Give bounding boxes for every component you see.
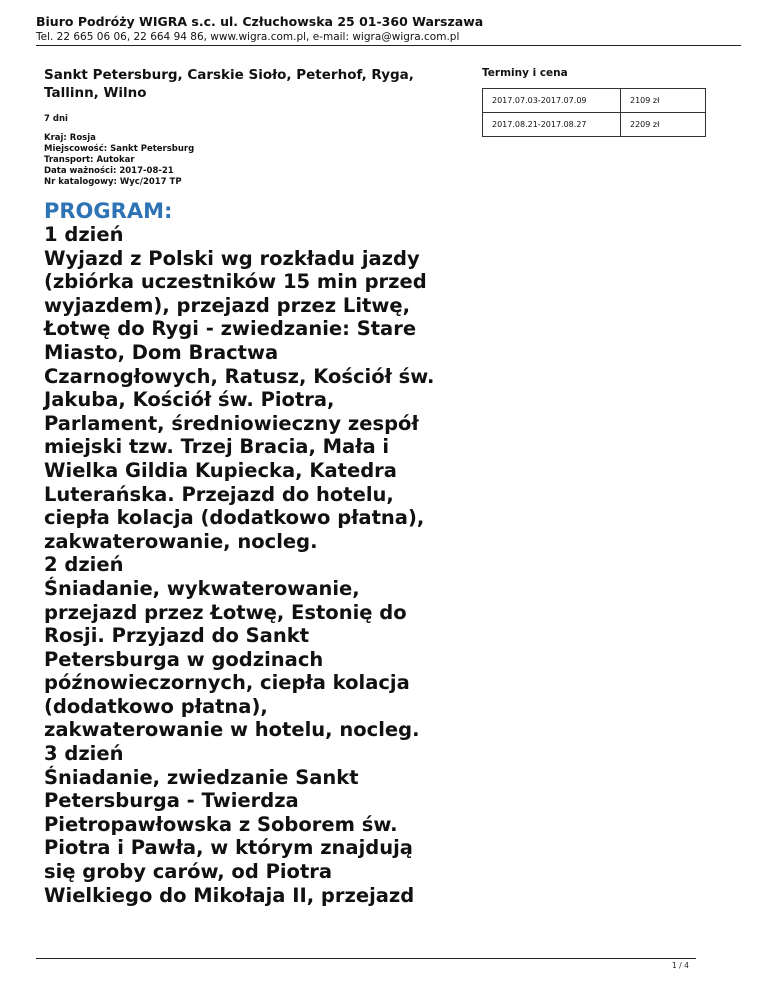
term-price: 2109 zł	[621, 89, 706, 113]
program-line: miejski tzw. Trzej Bracia, Mała i	[44, 435, 390, 459]
program-line: Łotwę do Rygi - zwiedzanie: Stare	[44, 317, 417, 341]
page-header	[36, 14, 736, 44]
program-line: wyjazdem), przejazd przez Litwę,	[44, 293, 410, 317]
terms-section	[482, 66, 706, 137]
program-line: ciepła kolacja (dodatkowo płatna),	[44, 506, 425, 530]
term-dates: 2017.07.03-2017.07.09	[483, 89, 621, 113]
program-line: Wielka Gildia Kupiecka, Katedra	[44, 458, 397, 482]
program-line: Śniadanie, zwiedzanie Sankt	[44, 765, 359, 789]
program-section	[44, 199, 484, 907]
program-line: Miasto, Dom Bractwa	[44, 340, 279, 364]
program-heading: PROGRAM:	[44, 199, 173, 223]
detail-country: Kraj: Rosja	[44, 133, 96, 143]
page-number: 1 / 4	[672, 961, 689, 970]
detail-transport: Transport: Autokar	[44, 155, 135, 165]
tour-details	[44, 133, 454, 188]
program-line: Czarnogłowych, Ratusz, Kościół św.	[44, 364, 435, 388]
program-line: Luterańska. Przejazd do hotelu,	[44, 482, 394, 506]
program-body	[44, 223, 484, 907]
program-line: późnowieczornych, ciepła kolacja	[44, 671, 410, 695]
program-line: 3 dzień	[44, 742, 124, 766]
program-line: zakwaterowanie w hotelu, nocleg.	[44, 718, 420, 742]
terms-title: Terminy i cena	[482, 67, 568, 79]
company-name: Biuro Podróży WIGRA s.c. ul. Człuchowska 25 01-360 Warszawa	[36, 14, 484, 29]
program-line: Parlament, średniowieczny zespół	[44, 411, 419, 435]
program-line: Wyjazd z Polski wg rozkładu jazdy	[44, 246, 420, 270]
header-divider	[36, 45, 741, 46]
tour-title	[44, 66, 454, 102]
tour-duration: 7 dni	[44, 114, 68, 124]
program-line: się groby carów, od Piotra	[44, 860, 333, 884]
detail-catalog-number: Nr katalogowy: Wyc/2017 TP	[44, 177, 182, 187]
program-line: Petersburga - Twierdza	[44, 789, 299, 813]
tour-info	[44, 66, 454, 188]
tour-title-line: Sankt Petersburg, Carskie Sioło, Peterhof, Ryga,	[44, 67, 414, 83]
program-line: Pietropawłowska z Soborem św.	[44, 812, 398, 836]
footer-divider	[36, 958, 696, 959]
program-line: Piotra i Pawła, w którym znajdują	[44, 836, 413, 860]
detail-valid-date: Data ważności: 2017-08-21	[44, 166, 174, 176]
detail-city: Miejscowość: Sankt Petersburg	[44, 144, 195, 154]
program-line: (dodatkowo płatna),	[44, 694, 268, 718]
program-line: (zbiórka uczestników 15 min przed	[44, 270, 427, 294]
program-line: przejazd przez Łotwę, Estonię do	[44, 600, 407, 624]
contact-info: Tel. 22 665 06 06, 22 664 94 86, www.wigra.com.pl, e-mail: wigra@wigra.com.pl	[36, 31, 460, 43]
program-line: 2 dzień	[44, 553, 124, 577]
term-dates: 2017.08.21-2017.08.27	[483, 113, 621, 137]
program-line: Jakuba, Kościół św. Piotra,	[44, 388, 335, 412]
program-line: Wielkiego do Mikołaja II, przejazd	[44, 883, 415, 907]
program-line: Petersburga w godzinach	[44, 647, 324, 671]
program-line: zakwaterowanie, nocleg.	[44, 529, 318, 553]
tour-title-line: Tallinn, Wilno	[44, 85, 147, 101]
program-line: Rosji. Przyjazd do Sankt	[44, 624, 310, 648]
program-line: 1 dzień	[44, 223, 124, 246]
table-row	[483, 113, 706, 137]
table-row	[483, 89, 706, 113]
terms-table	[482, 88, 706, 137]
program-line: Śniadanie, wykwaterowanie,	[44, 576, 360, 600]
term-price: 2209 zł	[621, 113, 706, 137]
